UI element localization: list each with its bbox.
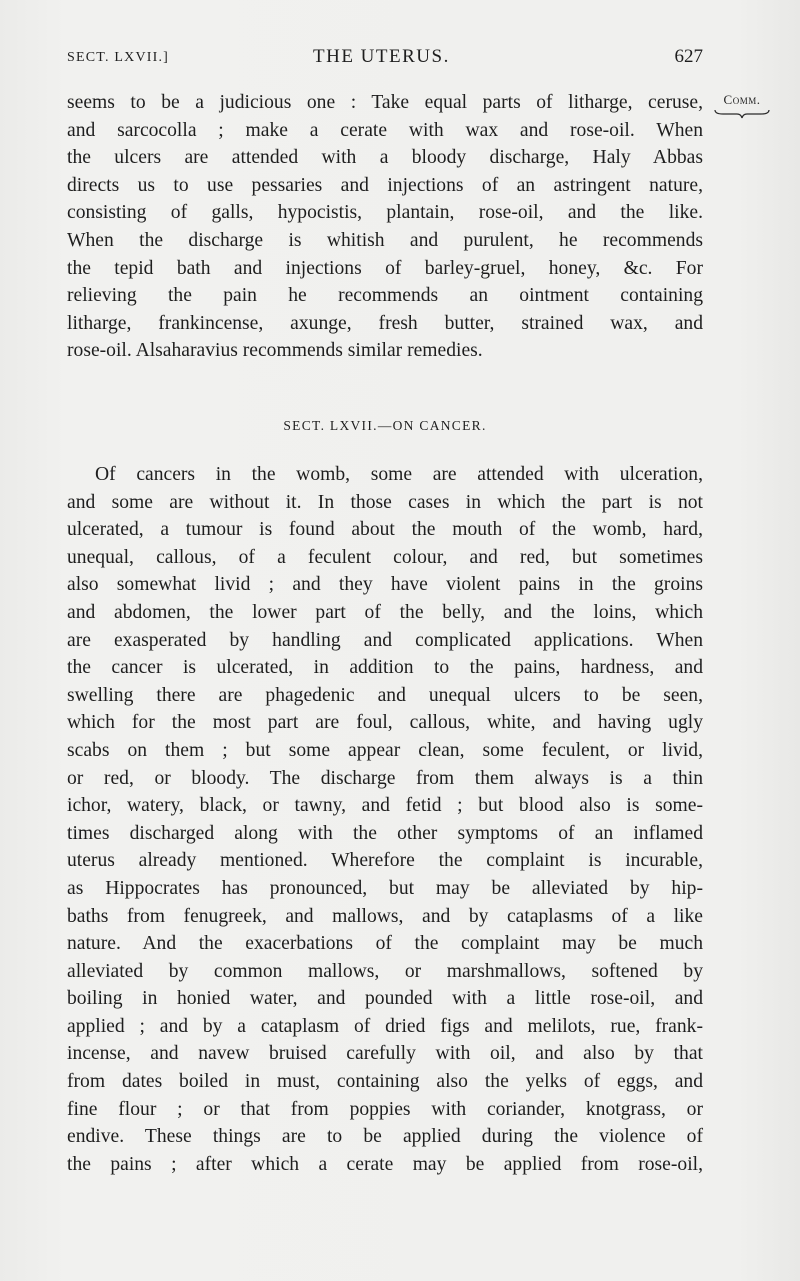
text-line: or red, or bloody. The discharge from them always is a thin <box>67 767 703 789</box>
text-line: are exasperated by handling and complicated applications. When <box>67 629 703 651</box>
running-head <box>67 46 703 72</box>
text-line: When the discharge is whitish and purulent, he recommends <box>67 229 703 251</box>
text-line: uterus already mentioned. Wherefore the complaint is incurable, <box>67 850 703 872</box>
text-line: seems to be a judicious one : Take equal parts of litharge, ceruse, <box>67 92 703 113</box>
text-line: applied ; and by a cataplasm of dried figs and melilots, rue, frank- <box>67 1015 703 1037</box>
text-line: ichor, watery, black, or tawny, and fetid ; but blood also is some- <box>67 795 703 817</box>
text-line: from dates boiled in must, containing also the yelks of eggs, and <box>67 1071 703 1093</box>
text-line: baths from fenugreek, and mallows, and by cataplasms of a like <box>67 905 703 927</box>
text-line: consisting of galls, hypocistis, plantain, rose-oil, and the like. <box>67 202 703 224</box>
text-line: endive. These things are to be applied during the violence of <box>67 1126 703 1148</box>
text-line: the cancer is ulcerated, in addition to the pains, hardness, and <box>67 657 703 679</box>
text-line: litharge, frankincense, axunge, fresh butter, strained wax, and <box>67 312 703 334</box>
text-line: directs us to use pessaries and injections of an astringent nature, <box>67 174 703 196</box>
text-line: swelling there are phagedenic and unequal ulcers to be seen, <box>67 684 703 706</box>
section-reference: SECT. LXVII.] <box>67 50 170 65</box>
text-line: incense, and navew bruised carefully with oil, and also by that <box>67 1043 703 1065</box>
main-paragraph <box>67 461 703 1178</box>
text-line: scabs on them ; but some appear clean, some feculent, or livid, <box>67 739 703 761</box>
chapter-title: THE UTERUS. <box>313 46 450 67</box>
text-line: nature. And the exacerbations of the complaint may be much <box>67 933 703 955</box>
text-line: rose-oil. Alsaharavius recommends similar remedies. <box>67 340 483 362</box>
text-line: also somewhat livid ; and they have violent pains in the groins <box>67 574 703 596</box>
section-heading: SECT. LXVII.—ON CANCER. <box>283 418 487 433</box>
text-line: Of cancers in the womb, some are attended with ulceration, <box>95 464 703 485</box>
text-line: and sarcocolla ; make a cerate with wax and rose-oil. When <box>67 119 703 141</box>
text-line: relieving the pain he recommends an ointment containing <box>67 285 703 307</box>
text-line: which for the most part are foul, callous, white, and having ugly <box>67 712 703 734</box>
text-line: the pains ; after which a cerate may be applied from rose-oil, <box>67 1153 703 1175</box>
text-line: the tepid bath and injections of barley-gruel, honey, &c. For <box>67 257 703 279</box>
brace-icon <box>713 108 771 120</box>
page-number: 627 <box>674 46 703 67</box>
text-line: and abdomen, the lower part of the belly, and the loins, which <box>67 601 703 623</box>
text-line: boiling in honied water, and pounded with a little rose-oil, and <box>67 988 703 1010</box>
text-line: as Hippocrates has pronounced, but may be alleviated by hip- <box>67 877 703 899</box>
text-line: and some are without it. In those cases in which the part is not <box>67 491 703 513</box>
text-line: fine flour ; or that from poppies with coriander, knotgrass, or <box>67 1098 703 1120</box>
top-paragraph <box>67 89 703 365</box>
text-line: times discharged along with the other symptoms of an inflamed <box>67 822 703 844</box>
text-line: the ulcers are attended with a bloody discharge, Haly Abbas <box>67 147 703 169</box>
text-line: alleviated by common mallows, or marshmallows, softened by <box>67 960 703 982</box>
text-line: ulcerated, a tumour is found about the mouth of the womb, hard, <box>67 519 703 541</box>
marginal-note <box>712 92 772 120</box>
marginal-note-label: Comm. <box>723 92 761 107</box>
text-line: unequal, callous, of a feculent colour, and red, but sometimes <box>67 546 703 568</box>
